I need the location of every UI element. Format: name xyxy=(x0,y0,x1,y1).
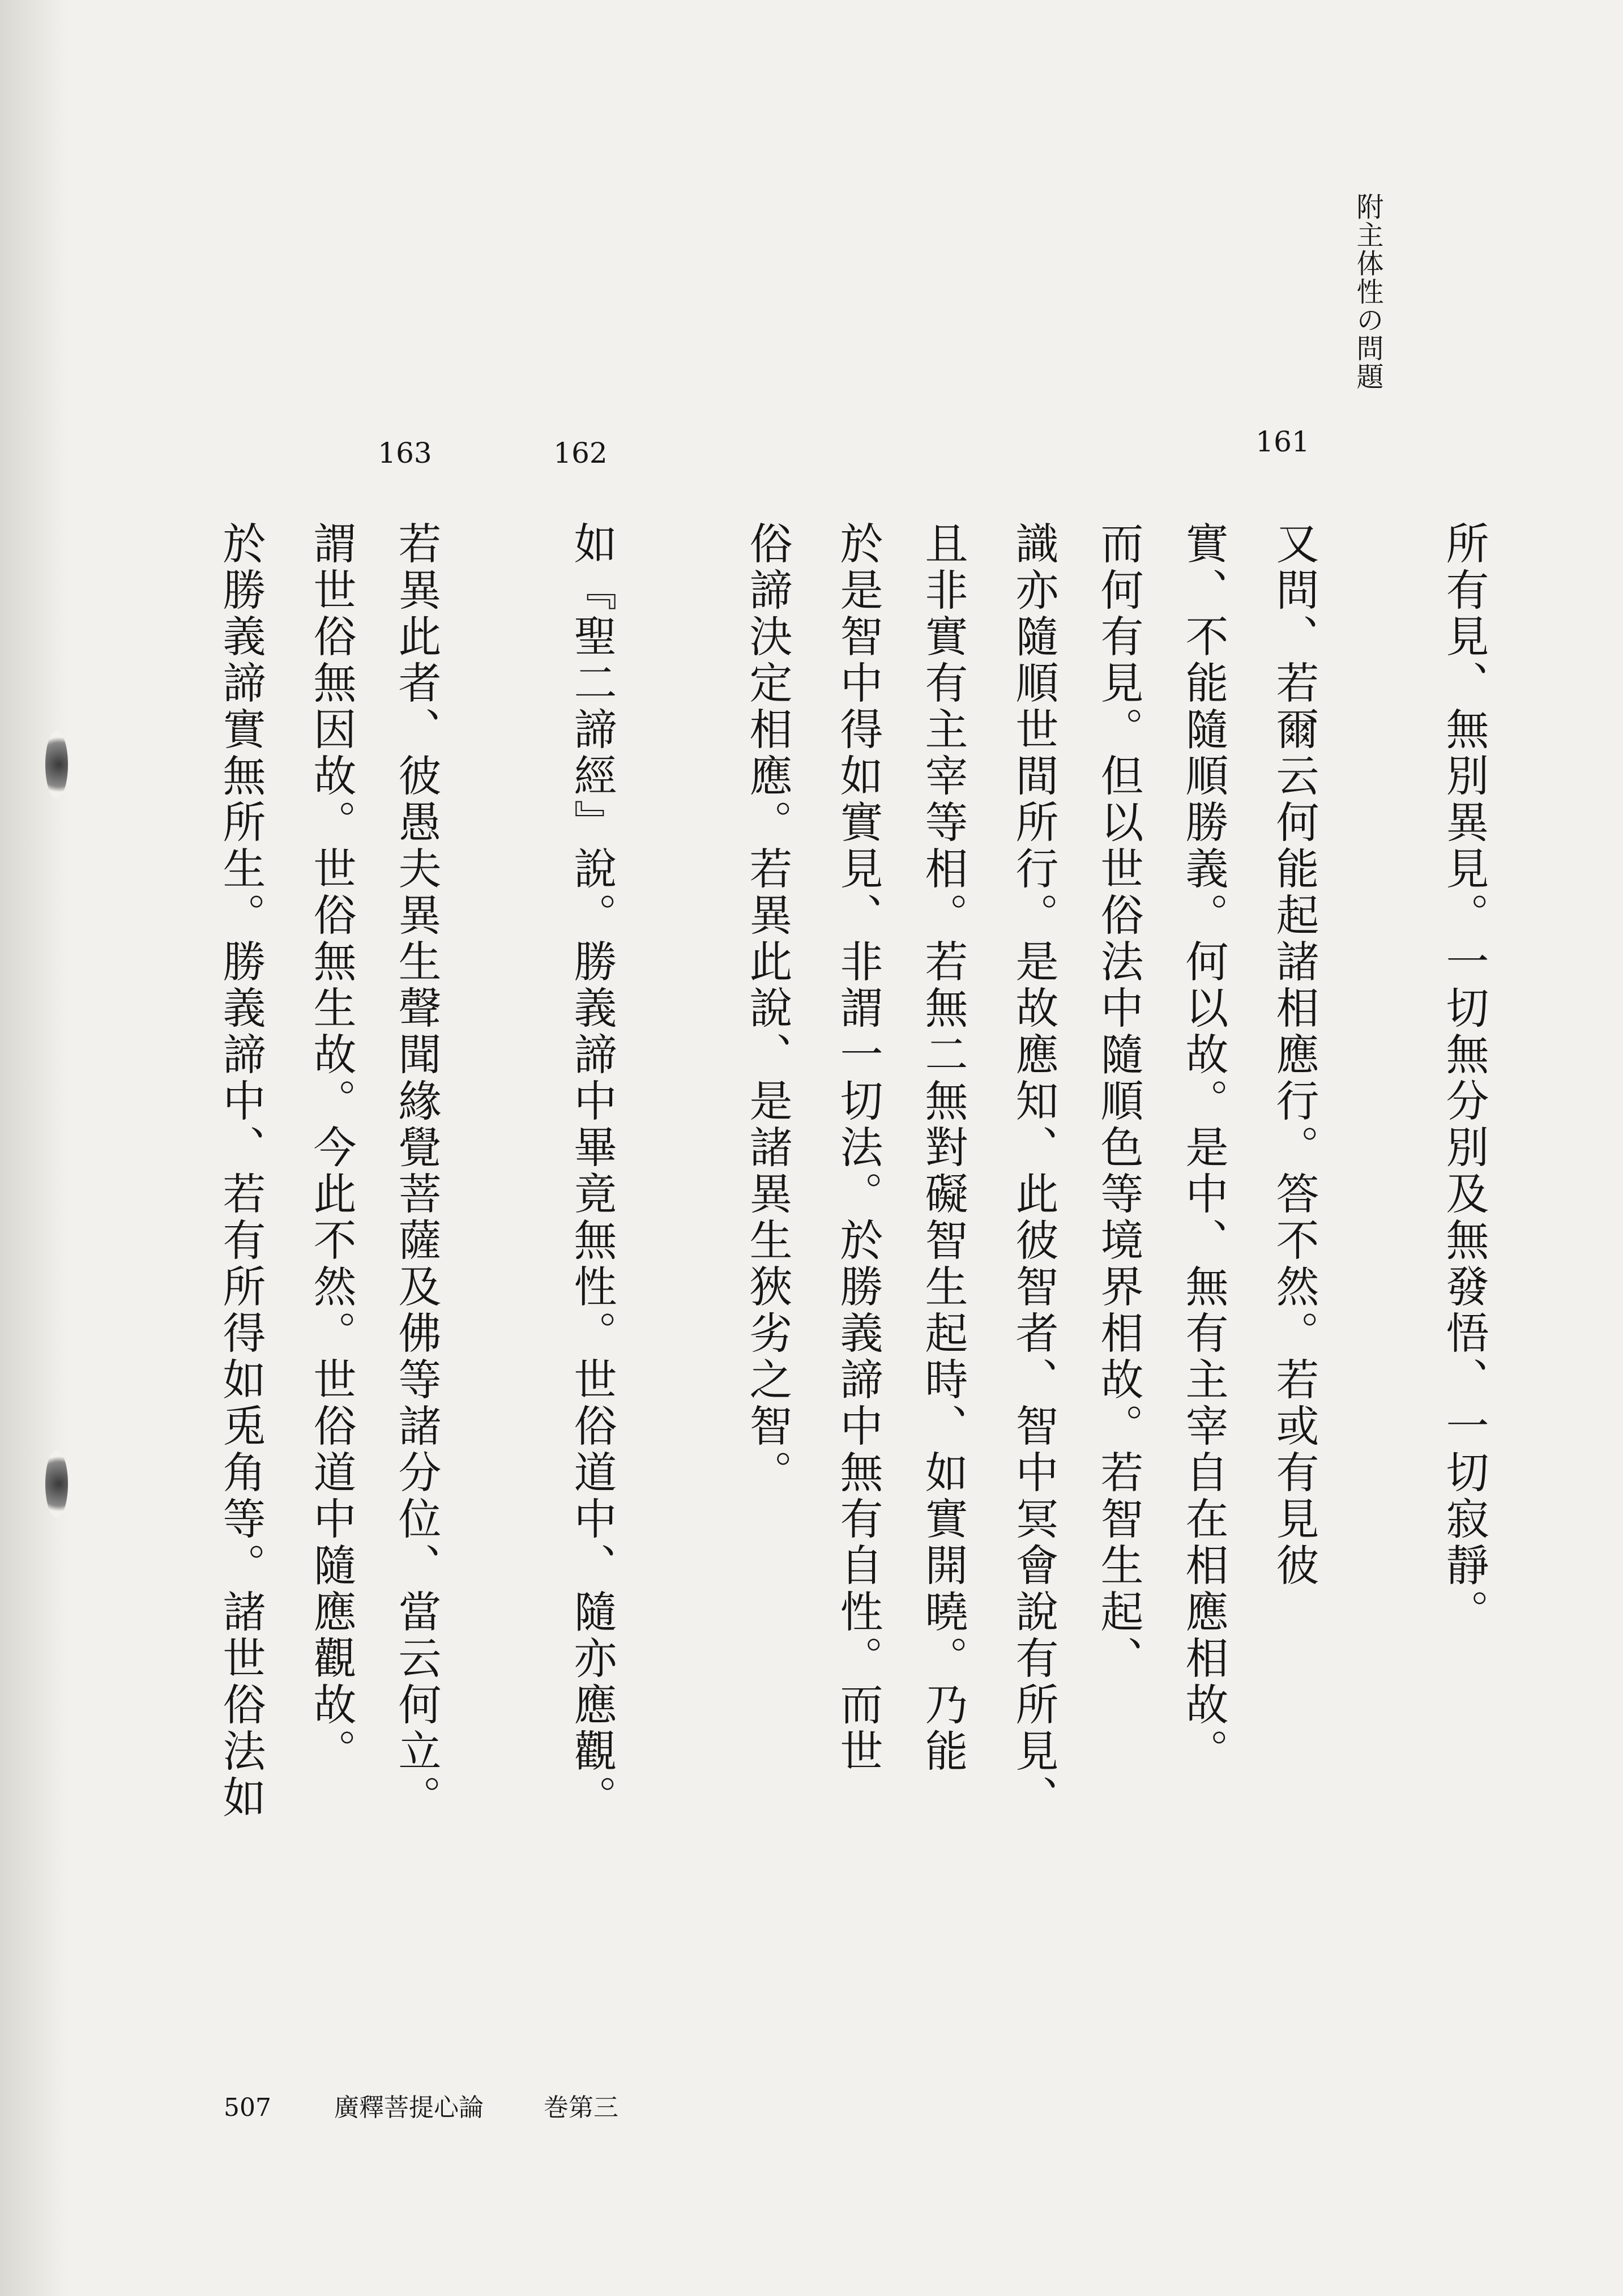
text-column: 於是智中得如實見、非謂一切法。於勝義諦中無有自性。而世 xyxy=(833,521,883,1775)
note-number-162: 162 xyxy=(553,437,608,470)
footer-page-number: 507 xyxy=(224,2093,271,2122)
text-column: 且非實有主宰等相。若無二無對礙智生起時、如實開曉。乃能 xyxy=(918,521,968,1775)
text-column: 又問、若爾云何能起諸相應行。答不然。若或有見彼 xyxy=(1269,521,1319,1589)
running-head: 附主体性の問題 xyxy=(1352,193,1383,391)
text-column: 謂世俗無因故。世俗無生故。今此不然。世俗道中隨應觀故。 xyxy=(306,521,357,1775)
text-column: 實、不能隨順勝義。何以故。是中、無有主宰自在相應相故。 xyxy=(1178,521,1229,1775)
text-column: 若異此者、彼愚夫異生聲聞緣覺菩薩及佛等諸分位、當云何立。 xyxy=(391,521,442,1821)
binding-hole-top xyxy=(45,731,68,799)
text-column: 而何有見。但以世俗法中隨順色等境界相故。若智生起、 xyxy=(1094,521,1144,1682)
text-column: 如『聖二諦經』說。勝義諦中畢竟無性。世俗道中、隨亦應觀。 xyxy=(567,521,617,1821)
text-column: 所有見、無別異見。一切無分別及無發悟、一切寂靜。 xyxy=(1439,521,1489,1636)
note-number-163: 163 xyxy=(378,437,432,470)
note-number-161: 161 xyxy=(1255,425,1310,458)
text-column: 俗諦決定相應。若異此說、是諸異生狹劣之智。 xyxy=(742,521,793,1496)
footer-volume: 巻第三 xyxy=(544,2093,618,2122)
footer-book-title: 廣釋菩提心論 xyxy=(334,2093,484,2122)
text-column: 於勝義諦實無所生。勝義諦中、若有所得如兎角等。諸世俗法如 xyxy=(216,521,266,1821)
text-column: 識亦隨順世間所行。是故應知、此彼智者、智中冥會說有所見、 xyxy=(1009,521,1059,1821)
page-edge-shadow xyxy=(0,0,68,2296)
binding-hole-bottom xyxy=(45,1450,68,1518)
